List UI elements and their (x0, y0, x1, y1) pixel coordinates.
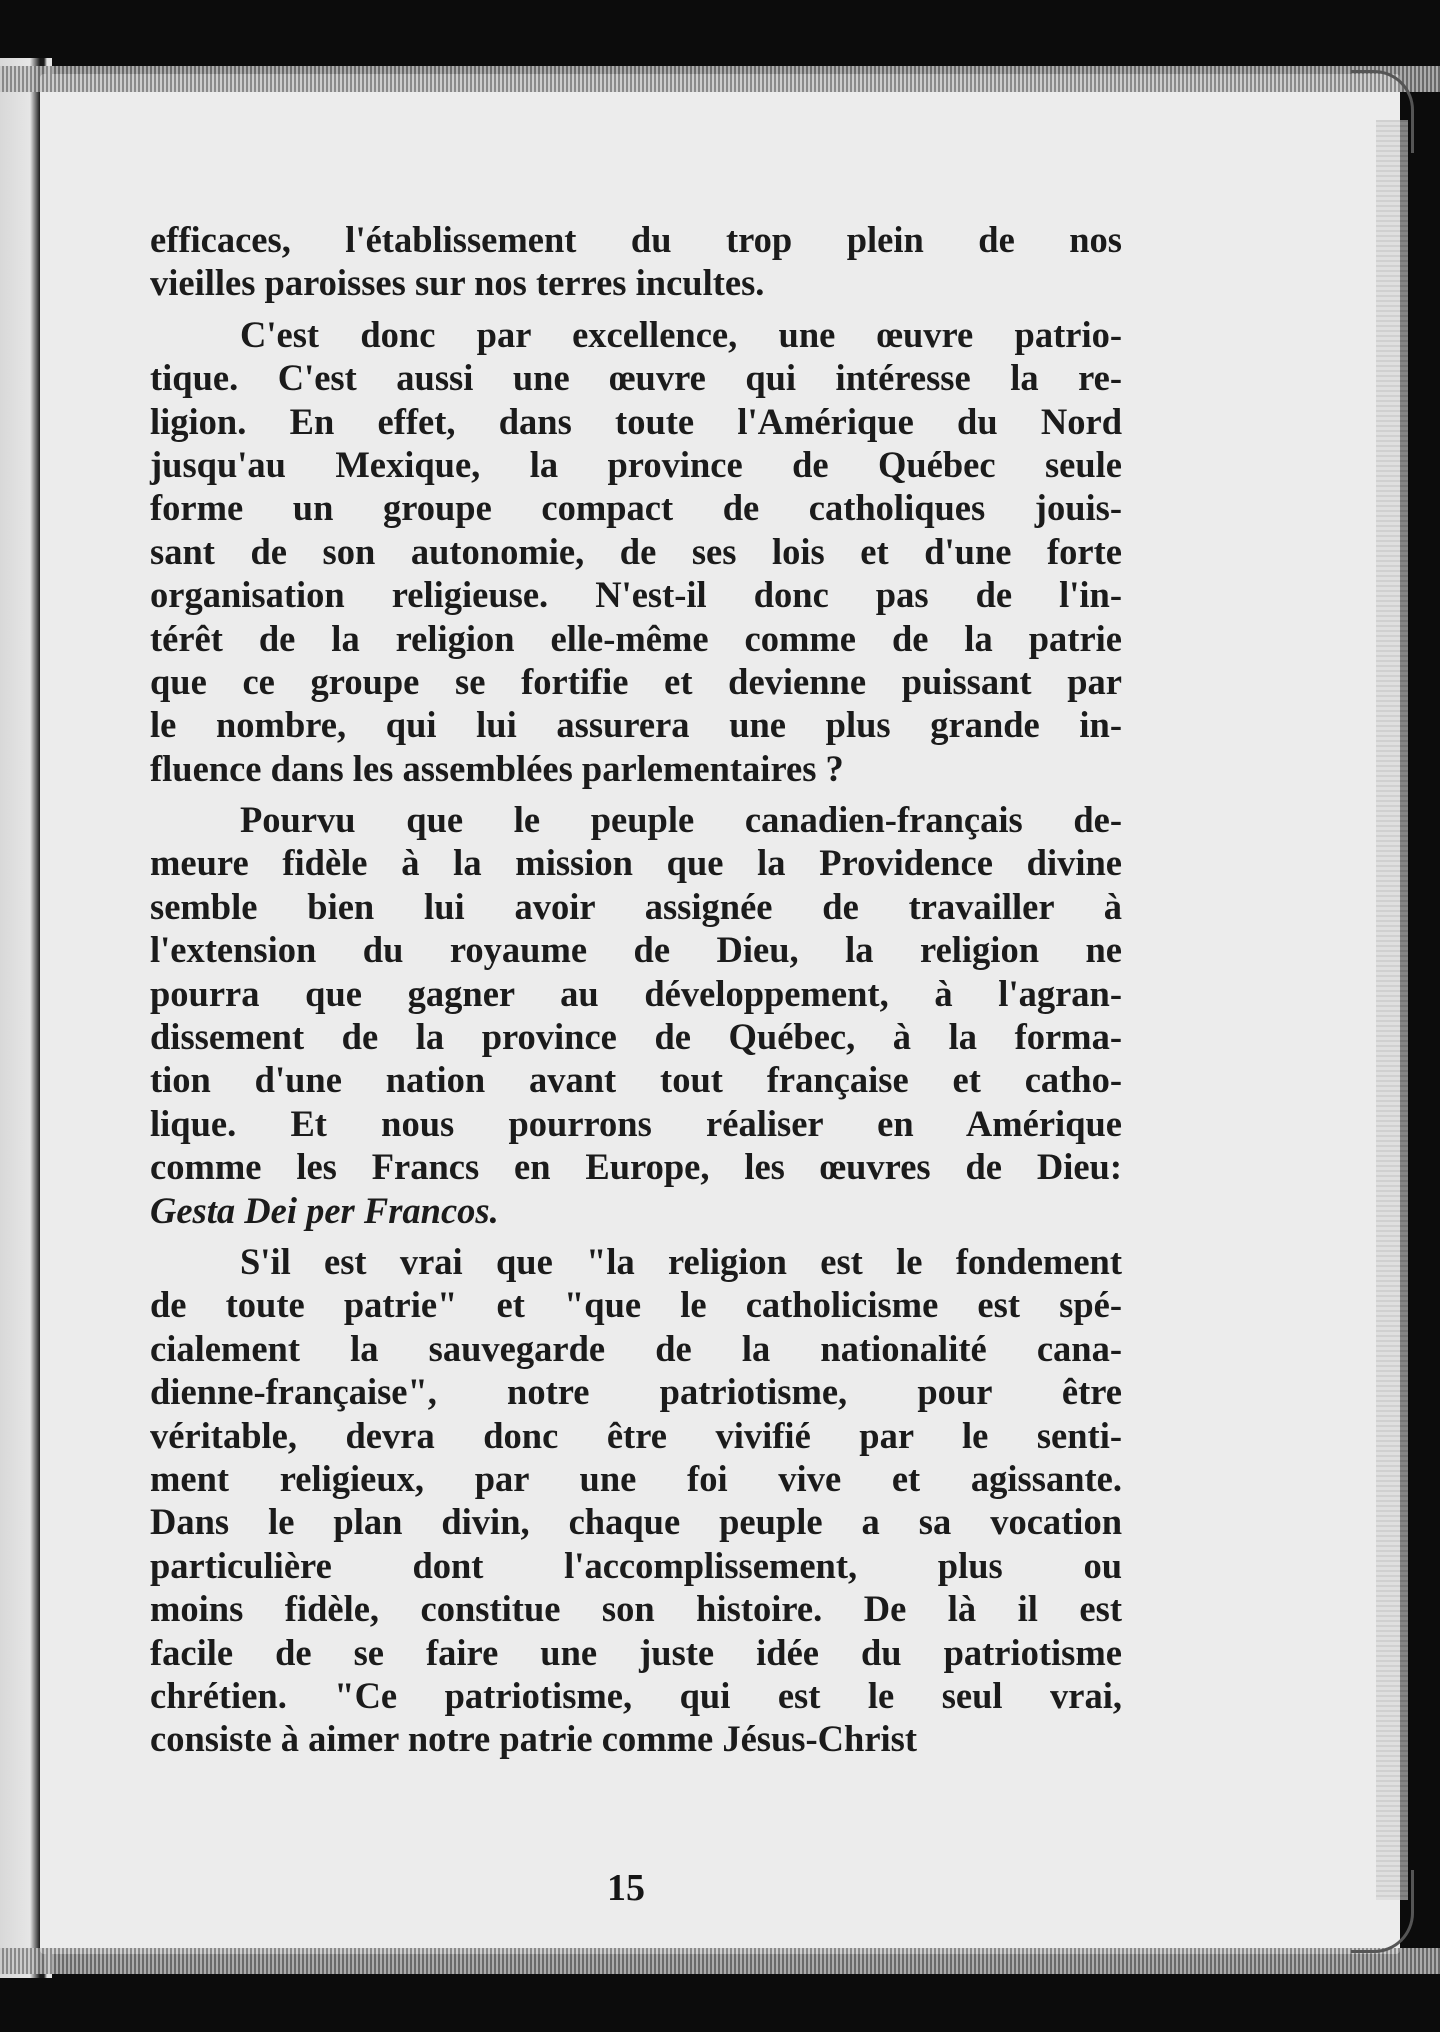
text-line: jusqu'au Mexique, la province de Québec seule (150, 443, 1122, 485)
text-line: Dans le plan divin, chaque peuple a sa vocation (150, 1501, 1122, 1543)
text-line: Pourvu que le peuple canadien-français de- (240, 799, 1122, 841)
text-line: pourra que gagner au développement, à l'agran- (150, 972, 1122, 1014)
corner-protector-bottom (1351, 1870, 1414, 1953)
text-line: térêt de la religion elle-même comme de la patrie (150, 617, 1122, 659)
cover-edge-bottom (0, 1948, 1440, 1974)
text-line: dienne-française", notre patriotisme, pour être (150, 1371, 1122, 1413)
text-line: vieilles paroisses sur nos terres incultes. (150, 262, 765, 304)
text-line: lique. Et nous pourrons réaliser en Amérique (150, 1102, 1122, 1144)
text-line: fluence dans les assemblées parlementaires ? (150, 747, 844, 789)
latin-motto: Gesta Dei per Francos. (150, 1189, 499, 1231)
text-line: moins fidèle, constitue son histoire. De là il est (150, 1588, 1122, 1630)
text-line: le nombre, qui lui assurera une plus grande in- (150, 704, 1122, 746)
paragraph (150, 1240, 1122, 1761)
paragraph (150, 798, 1122, 1232)
text-line: l'extension du royaume de Dieu, la religion ne (150, 929, 1122, 971)
text-line: meure fidèle à la mission que la Providence divine (150, 842, 1122, 884)
text-line: dissement de la province de Québec, à la forma- (150, 1016, 1122, 1058)
text-line: organisation religieuse. N'est-il donc pas de l'in- (150, 574, 1122, 616)
text-line: véritable, devra donc être vivifié par le senti- (150, 1414, 1122, 1456)
text-line: cialement la sauvegarde de la nationalité cana- (150, 1327, 1122, 1369)
text-line: sant de son autonomie, de ses lois et d'une forte (150, 530, 1122, 572)
text-line: particulière dont l'accomplissement, plus ou (150, 1544, 1122, 1586)
text-line: tion d'une nation avant tout française et catho- (150, 1059, 1122, 1101)
text-line: que ce groupe se fortifie et devienne puissant par (150, 660, 1122, 702)
text-line: de toute patrie" et "que le catholicisme est spé- (150, 1284, 1122, 1326)
text-line: ligion. En effet, dans toute l'Amérique du Nord (150, 400, 1122, 442)
cover-edge-top (0, 66, 1440, 92)
text-line: ment religieux, par une foi vive et agissante. (150, 1457, 1122, 1499)
text-line: C'est donc par excellence, une œuvre patrio- (240, 313, 1122, 355)
text-line (150, 1189, 1122, 1232)
text-line: consiste à aimer notre patrie comme Jésus-Christ (150, 1718, 918, 1760)
page-number: 15 (607, 1867, 645, 1909)
text-line: efficaces, l'établissement du trop plein de nos (150, 219, 1122, 260)
cover-edge-right (1376, 120, 1408, 1900)
text-line: chrétien. "Ce patriotisme, qui est le seul vrai, (150, 1674, 1122, 1716)
body-text (150, 218, 1122, 1761)
text-line: forme un groupe compact de catholiques jouis- (150, 487, 1122, 529)
text-line: semble bien lui avoir assignée de travailler à (150, 885, 1122, 927)
text-line: S'il est vrai que "la religion est le fondement (240, 1240, 1122, 1282)
text-line: facile de se faire une juste idée du patriotisme (150, 1631, 1122, 1673)
text-line: comme les Francs en Europe, les œuvres de Dieu: (150, 1146, 1122, 1188)
paragraph (150, 313, 1122, 790)
paragraph (150, 218, 1122, 305)
text-line: tique. C'est aussi une œuvre qui intéresse la re- (150, 357, 1122, 399)
